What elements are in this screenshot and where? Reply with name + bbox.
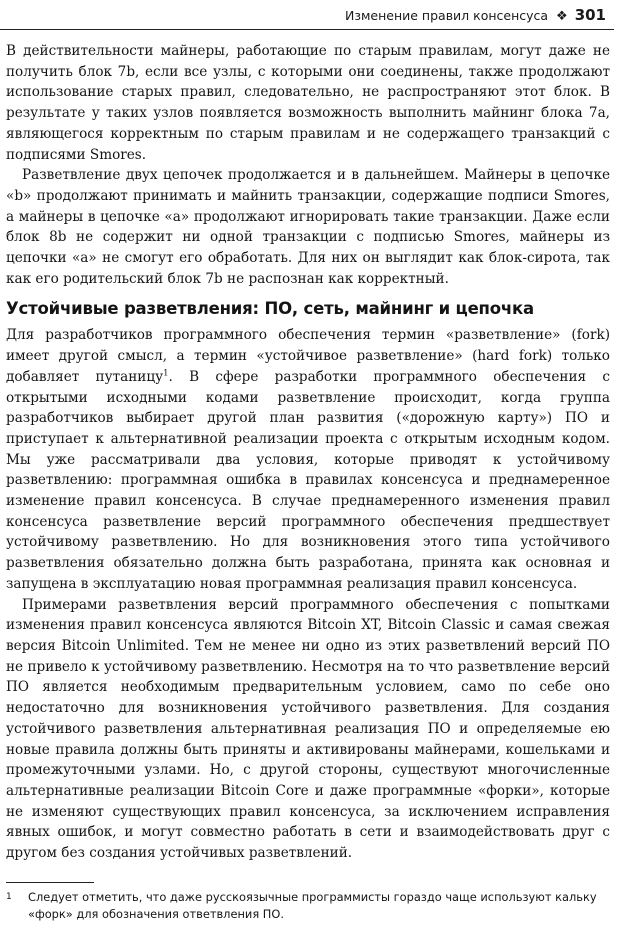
header-rule: [0, 29, 614, 30]
body-text: [6, 41, 610, 864]
footnote: [6, 889, 610, 923]
paragraph-3: [6, 325, 610, 594]
ornament-icon: ❖: [556, 9, 568, 24]
running-head: [345, 6, 606, 24]
page-number: 301: [574, 6, 606, 24]
footnote-text: Следует отметить, что даже русскоязычные программисты гораздо чаще используют кальку «форк» для обозначения ответвления ПО.: [28, 890, 597, 921]
section-heading: Устойчивые разветвления: ПО, сеть, майнинг и цепочка: [6, 299, 534, 319]
chapter-title: Изменение правил консенсуса: [344, 8, 549, 23]
paragraph-2: Разветвление двух цепочек продолжается и в дальнейшем. Майнеры в цепочке «b» продолжают принимать и майнить транзакции, содержащие подписи Smores, а майнеры в цепочке «a» продолжают игнорировать такие транзакции. Даже если блок 8b не содержит ни одной транзакции с подписью Smores, майнеры из цепочки «a» не смогут его обработать. Для них он выглядит как блок-сирота, так как его родительский блок 7b не распознан как корректный.: [6, 167, 610, 287]
paragraph-4: Примерами разветвления версий программного обеспечения с попытками изменения правил консенсуса являются Bitcoin XT, Bitcoin Classic и самая свежая версия Bitcoin Unlimited. Тем не менее ни одно из этих разветвлений версий ПО не привело к устойчивому разветвлению. Несмотря на то что разветвление версий ПО является необходимым предварительным условием, само по себе оно недостаточно для возникновения устойчивого разветвления. Для создания устойчивого разветвления альтернативная реализация ПО и определяемые ею новые правила должны быть приняты и активированы майнерами, кошельками и промежуточными узлами. Но, с другой стороны, существуют многочисленные альтернативные реализации Bitcoin Core и даже программные «форки», которые не изменяют существующих правил консенсуса, за исключением исправления явных ошибок, и могут совместно работать в сети и взаимодействовать друг с другом без создания устойчивых разветвлений.: [6, 596, 610, 862]
footnote-rule: [6, 882, 94, 883]
paragraph-1: В действительности майнеры, работающие по старым правилам, могут даже не получить блок 7b, если все узлы, с которыми они соединены, также продолжают использование старых правил, следовательно, не распространяют этот блок. В результате у таких узлов появляется возможность выполнить майнинг блока 7a, являющегося корректным по старым правилам и не содержащего транзакций с подписями Smores.: [6, 43, 610, 163]
footnote-reference[interactable]: 1: [163, 368, 169, 379]
footnote-mark: 1: [6, 892, 12, 902]
paragraph-3-part-1: Для разработчиков программного обеспечения термин «разветвление» (fork) имеет другой смысл, а термин «устойчивое разветвление» (hard fork) только добавляет путаницу: [6, 327, 610, 385]
paragraph-3-part-2: . В сфере разработки программного обеспечения с открытыми исходными кодами разветвление происходит, когда группа разработчиков выбирает другой план развития («дорожную карту») ПО и приступает к альтернативной реализации проекта с открытым исходным кодом. Мы уже рассматривали два условия, которые приводят к устойчивому разветвлению: программная ошибка в правилах консенсуса и преднамеренное изменение правил консенсуса. В случае преднамеренного изменения правил консенсуса разветвление версий программного обеспечения предшествует устойчивому разветвлению. Но для возникновения этого типа устойчивого разветвления обязательно должна быть разработана, принята как основная и запущена в эксплуатацию новая программная реализация правил консенсуса.: [6, 368, 610, 592]
